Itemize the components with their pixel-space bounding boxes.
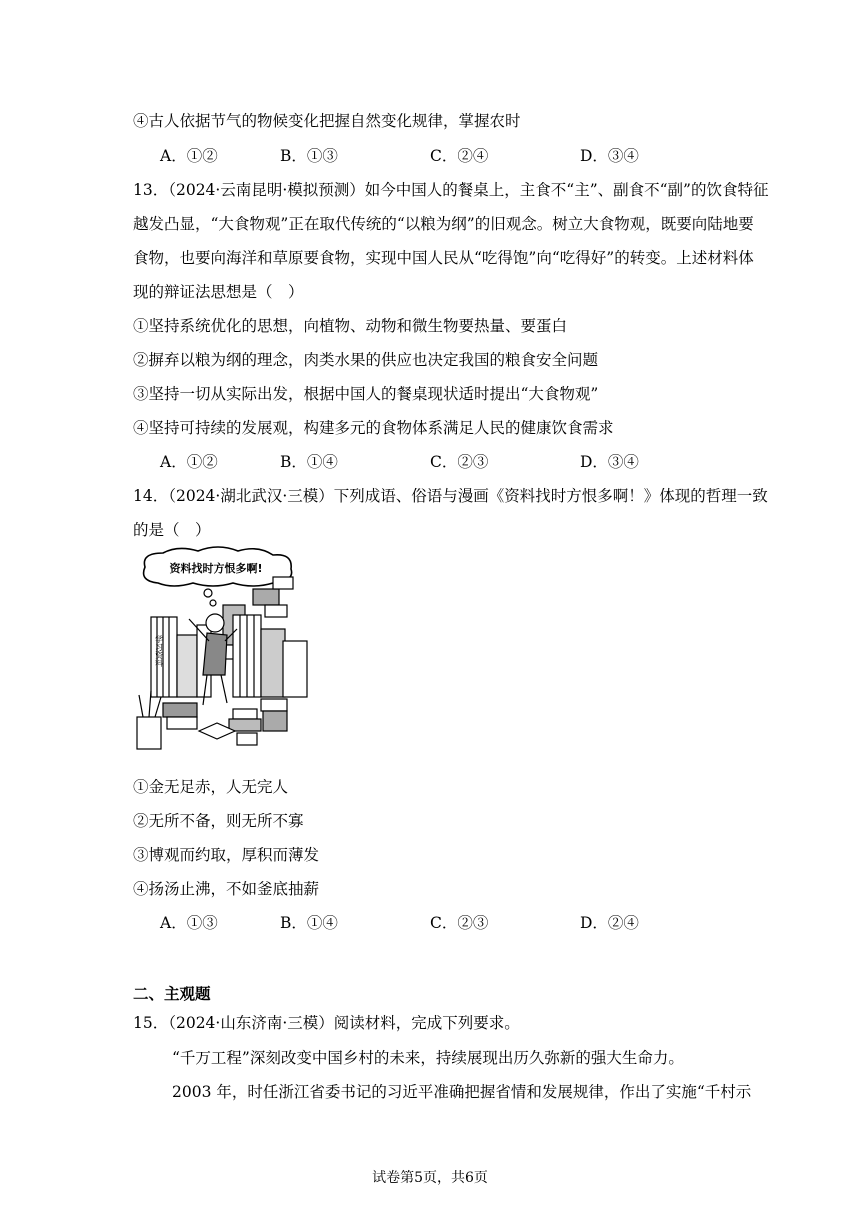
q12-option-a: A．①② xyxy=(160,147,218,165)
q13-statement-1: ①坚持系统优化的思想，向植物、动物和微生物要热量、要蛋白 xyxy=(133,317,568,335)
cartoon-book-label: 学习资料 xyxy=(154,635,164,667)
q13-statement-4: ④坚持可持续的发展观，构建多元的食物体系满足人民的健康饮食需求 xyxy=(133,419,614,437)
q14-option-d: D．②④ xyxy=(580,914,639,932)
q14-statement-1: ①金无足赤，人无完人 xyxy=(133,778,289,796)
q14-stem-line: 14．（2024·湖北武汉·三模）下列成语、俗语与漫画《资料找时方恨多啊！》体现的哲理一致 xyxy=(133,487,768,505)
page-footer: 试卷第5页，共6页 xyxy=(372,1170,488,1186)
q13-option-c: C．②③ xyxy=(430,453,489,471)
q12-statement-4: ④古人依据节气的物候变化把握自然变化规律，掌握农时 xyxy=(133,112,521,130)
q14-option-c: C．②③ xyxy=(430,914,489,932)
q13-statement-3: ③坚持一切从实际出发，根据中国人的餐桌现状适时提出“大食物观” xyxy=(133,385,599,403)
section-title: 二、主观题 xyxy=(133,985,211,1003)
q13-stem-line: 13．（2024·云南昆明·模拟预测）如今中国人的餐桌上，主食不“主”、副食不“副”的饮食特征 xyxy=(133,181,769,199)
q13-option-b: B．①④ xyxy=(280,453,338,471)
q14-stem-line: 的是（ ） xyxy=(133,521,211,539)
q14-statement-3: ③博观而约取，厚积而薄发 xyxy=(133,846,320,864)
cartoon-illustration xyxy=(133,545,313,757)
q15-material-para-1: “千万工程”深刻改变中国乡村的未来，持续展现出历久弥新的强大生命力。 xyxy=(172,1049,684,1067)
q13-statement-2: ②摒弃以粮为纲的理念，肉类水果的供应也决定我国的粮食安全问题 xyxy=(133,351,599,369)
q15-stem-line: 15．（2024·山东济南·三模）阅读材料，完成下列要求。 xyxy=(133,1014,520,1032)
cartoon-bubble-text: 资料找时方恨多啊! xyxy=(169,562,263,575)
q13-option-d: D．③④ xyxy=(580,453,639,471)
q15-material-para-2: 2003 年，时任浙江省委书记的习近平准确把握省情和发展规律，作出了实施“千村示 xyxy=(172,1083,752,1101)
q13-stem-line: 现的辩证法思想是（ ） xyxy=(133,283,304,301)
q13-stem-line: 食物，也要向海洋和草原要食物，实现中国人民从“吃得饱”向“吃得好”的转变。上述材料体 xyxy=(133,249,754,267)
q14-option-b: B．①④ xyxy=(280,914,338,932)
q14-option-a: A．①③ xyxy=(160,914,218,932)
q12-option-c: C．②④ xyxy=(430,147,489,165)
q13-option-a: A．①② xyxy=(160,453,218,471)
q14-statement-4: ④扬汤止沸，不如釜底抽薪 xyxy=(133,880,320,898)
q12-option-d: D．③④ xyxy=(580,147,639,165)
q14-statement-2: ②无所不备，则无所不寡 xyxy=(133,812,304,830)
q13-stem-line: 越发凸显，“大食物观”正在取代传统的“以粮为纲”的旧观念。树立大食物观，既要向陆地要 xyxy=(133,215,754,233)
q12-option-b: B．①③ xyxy=(280,147,338,165)
